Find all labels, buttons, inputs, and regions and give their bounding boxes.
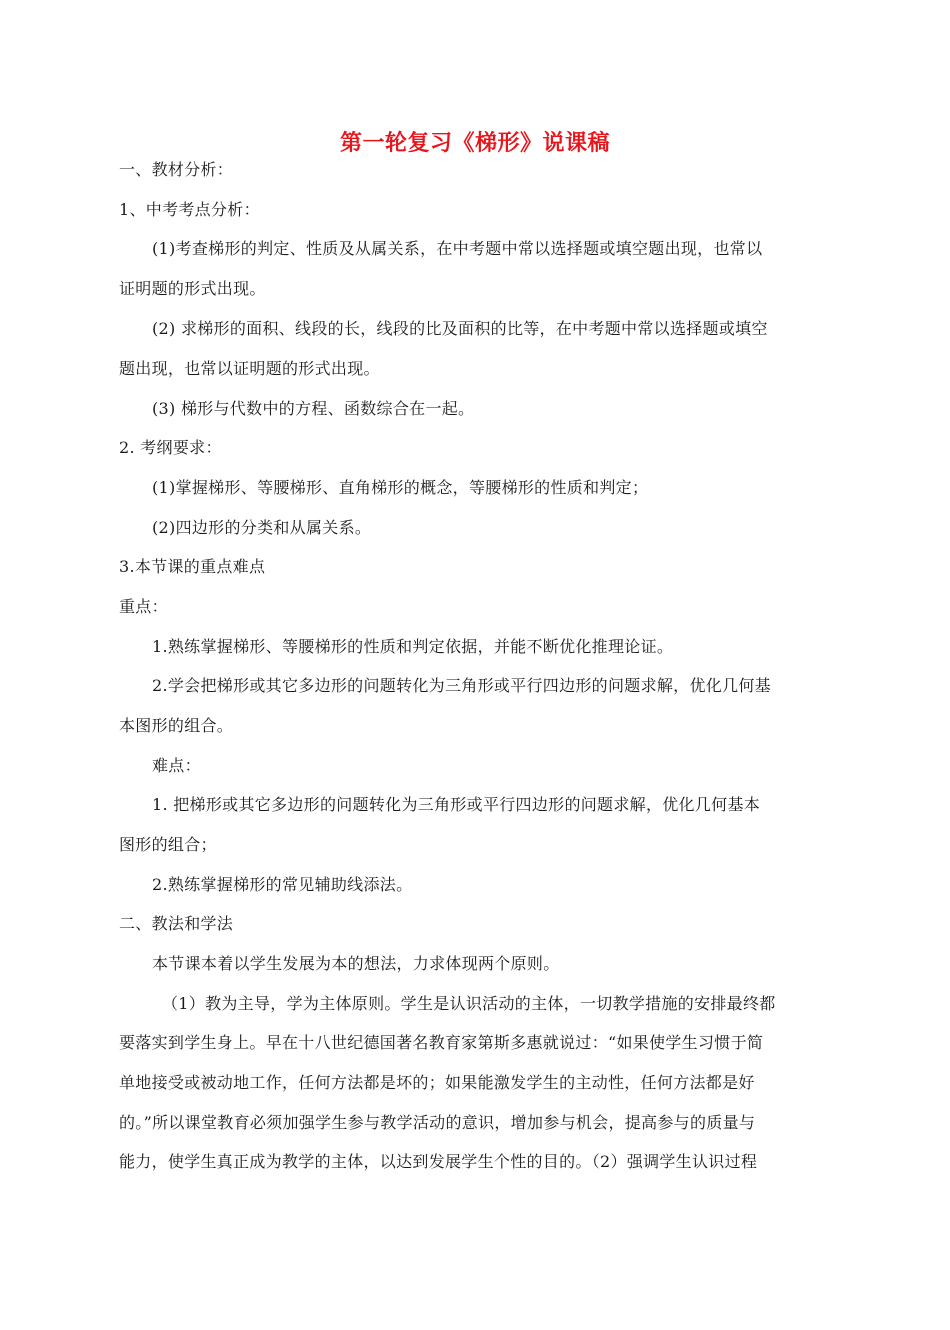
paragraph-line: （1）教为主导，学为主体原则。学生是认识活动的主体，一切教学措施的安排最终都 (162, 994, 776, 1013)
label-difficulties: 难点： (152, 756, 201, 775)
paragraph-line: 本节课本着以学生发展为本的想法，力求体现两个原则。 (152, 954, 560, 973)
paragraph-line: 要落实到学生身上。早在十八世纪德国著名教育家第斯多惠就说过：“如果使学生习惯于简 (119, 1033, 764, 1052)
paragraph-line: 的。”所以课堂教育必须加强学生参与教学活动的意识，增加参与机会，提高参与的质量与 (119, 1113, 756, 1132)
paragraph-line: 图形的组合； (119, 835, 217, 854)
subsection-heading-key-points: 3.本节课的重点难点 (119, 557, 266, 576)
label-key-points: 重点： (119, 597, 168, 616)
section-heading-textbook-analysis: 一、教材分析： (119, 160, 234, 179)
paragraph-line: (2)四边形的分类和从属关系。 (152, 518, 372, 537)
paragraph-line: 2.熟练掌握梯形的常见辅助线添法。 (152, 875, 413, 894)
paragraph-line: (1)考查梯形的判定、性质及从属关系，在中考题中常以选择题或填空题出现，也常以 (152, 239, 763, 258)
paragraph-line: 题出现，也常以证明题的形式出现。 (119, 359, 380, 378)
paragraph-line: (3) 梯形与代数中的方程、函数综合在一起。 (152, 399, 475, 418)
paragraph-line: (1)掌握梯形、等腰梯形、直角梯形的概念，等腰梯形的性质和判定； (152, 478, 649, 497)
subsection-heading-syllabus: 2. 考纲要求： (119, 438, 222, 457)
subsection-heading-exam-points: 1、中考考点分析： (119, 200, 260, 219)
paragraph-line: 单地接受或被动地工作，任何方法都是坏的；如果能激发学生的主动性，任何方法都是好 (119, 1073, 755, 1092)
document-title: 第一轮复习《梯形》说课稿 (339, 130, 610, 156)
section-heading-teaching-methods: 二、教法和学法 (119, 914, 234, 933)
paragraph-line: 证明题的形式出现。 (119, 279, 266, 298)
paragraph-line: 2.学会把梯形或其它多边形的问题转化为三角形或平行四边形的问题求解，优化几何基 (152, 676, 771, 695)
paragraph-line: 本图形的组合。 (119, 716, 234, 735)
paragraph-line: 能力，使学生真正成为教学的主体，以达到发展学生个性的目的。（2）强调学生认识过程 (119, 1152, 758, 1171)
paragraph-line: 1.熟练掌握梯形、等腰梯形的性质和判定依据，并能不断优化推理论证。 (152, 637, 674, 656)
paragraph-line: (2) 求梯形的面积、线段的长，线段的比及面积的比等，在中考题中常以选择题或填空 (152, 319, 768, 338)
paragraph-line: 1. 把梯形或其它多边形的问题转化为三角形或平行四边形的问题求解，优化几何基本 (152, 795, 761, 814)
